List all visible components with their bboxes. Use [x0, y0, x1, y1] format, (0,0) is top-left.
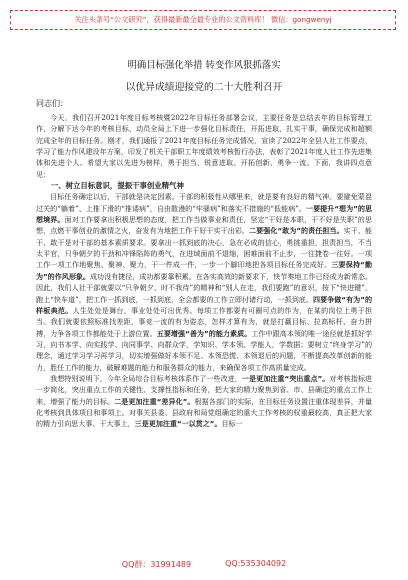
paragraph-text: 工作中跟高本领的唯一途径就是抓好学习，向书本学、向实践学、向同事学、向群众学，学知识、学本领、学能人，学数据；要树立“终身学习”的理念，通过学习学习再学习，切实增强做好本领不足、本领恐慌、本领退后的问题，不断提高改革创新的能力，胜任工作的能力，破解难题的能力和服务群众的能力，来确保各项工作高质量完成。	[36, 328, 372, 372]
paragraph-text: 目标一	[221, 419, 243, 429]
paragraph-text: 我想特别说明下，今年全局综合目标考核体系作了一些改进，	[50, 373, 242, 383]
qq-contact-text: QQ:535304092	[225, 559, 287, 568]
section-paragraph	[36, 191, 372, 373]
promo-banner	[10, 10, 396, 30]
document-title-line-1: 明确目标强化举措 转变作风狠抓落实	[127, 60, 281, 71]
paragraph-text: 对考核指标进一步简化，突出重点工作的关键性、支撑性指标和任务，把大家的精力聚焦到省、市、县确定的重点工作上来，增强了能力的目标。	[36, 373, 372, 406]
paragraph-text: 根据各部门的实际，在目标任务设置注重体现差异，并量化考核到具体项目和事项上。对事关县委、县政府和局党组确定的重大工作考核的权重最较高，真正把大家的精力引向思大事、干大事上，	[36, 396, 372, 429]
key-point: 一要提升“想为”的思想境界。	[36, 203, 372, 225]
section-heading: 一、树立目标意识，提振干事创业精气神	[50, 181, 184, 191]
document-body	[36, 112, 372, 430]
document-title-line-2: 以优异成绩迎接党的二十大胜利召开	[125, 82, 283, 93]
promo-banner-text: 关注头条号“公文研究”，获得最新最全最专业的公文资料库！ 微信：gongwenyj	[74, 15, 332, 24]
key-point: 三是更加注重“一以贯之”。	[134, 419, 222, 429]
paragraph-text: 目标任务确定以后，干部就是决定因素。干部的积极性从哪里来，就是要有良好的精气神。要避免蒙混过关的“躺着”、上推下滑的“推诿病”，自由散漫的“牢骚病”和落实不措施的“低能病”。	[36, 192, 372, 213]
qq-group-text: QQ群：31991489	[121, 560, 192, 569]
key-point: 三要保持“勤为”的作风形象。	[36, 260, 372, 281]
key-point: 一是更加注重“突出重点”。	[241, 373, 330, 383]
greeting: 同志们：	[36, 99, 68, 108]
paragraph-text: 人生处处是舞台，事业处处可出优秀。每项工作都要有可圈可点的作为，在某的岗位上勇于担当。我们就要依照标准找差距，事竞一流的有为姿态，怎样才算有为，就是打赢目标、拉高标杆、奋力拼搏，力争各项工作都能处于上游位置。	[36, 305, 372, 338]
intro-paragraph: 今天，我们召开2021年度目标考核暨2022年目标任务部署会议，主要任务是总结去年的目标管理工作，分解下达今年的考核目标，动员全局上下进一步强化目标责任，开拓进取，扎实干事，确保完成和超额完成全年的目标任务。刚才，我们通报了2021年度目标任务完成情况，宣读了2022年全县人社工作要点，学习了能力作风建设年方案，印发了机关干部职工年度绩效考核暂行办法，表彰了2021年度人社工作先进集体和先进个人。希望大家以先进为榜样，勇于担当、锐意进取、开拓创新、勇争一流。下面，我讲四点意见：	[36, 113, 372, 179]
key-point: 五要增强“善为”的能力素质。	[156, 328, 252, 338]
contact-footer	[0, 559, 408, 570]
paragraph-text: 实干、能干、敢干是对干部的基本素质要求。要拿出一抓到底的决心，急在必成的信心，勇挑重担，担责担当，不当太平官，只争朝夕的干劲和冲锋陷阵的勇气，在进域面前不退缩，困难面前不止步，一往捷卷一往好。一项工作一项工作地聚焦、聚神、聚力，干一件成一件，一步一个脚印地把各项目标任务完成好。	[36, 226, 372, 270]
key-point: 二是更加注重“差异化”。	[114, 396, 195, 406]
assessment-paragraph	[36, 373, 372, 430]
paragraph-text: 成功没有捷径，成功都要靠积累。在各实高效的新要求下，快节奏地工作已经成为新常态。因此，我们人社干部就要以“只争朝夕、时不我待”的精神和“别人在走，我们要跑”的意识，按下“快进键”，跑上“快车道”，把工作一抓到底，一抓到底，全会都要的工作立即付诸行动，一抓到底。	[36, 271, 372, 304]
key-point: 四要争做“有为”的样板典范。	[36, 294, 372, 315]
key-point: 二要强化“敢为”的责任担当。	[249, 226, 344, 236]
paragraph-text: 面对工作要拿出积极思想的态度，把工作当做事业和责任，坚定“干好是本职，干不好是失职”的思想，点燃干事创业的激情之火，奋发有为地把工作干好干实干出彩。	[36, 215, 372, 236]
